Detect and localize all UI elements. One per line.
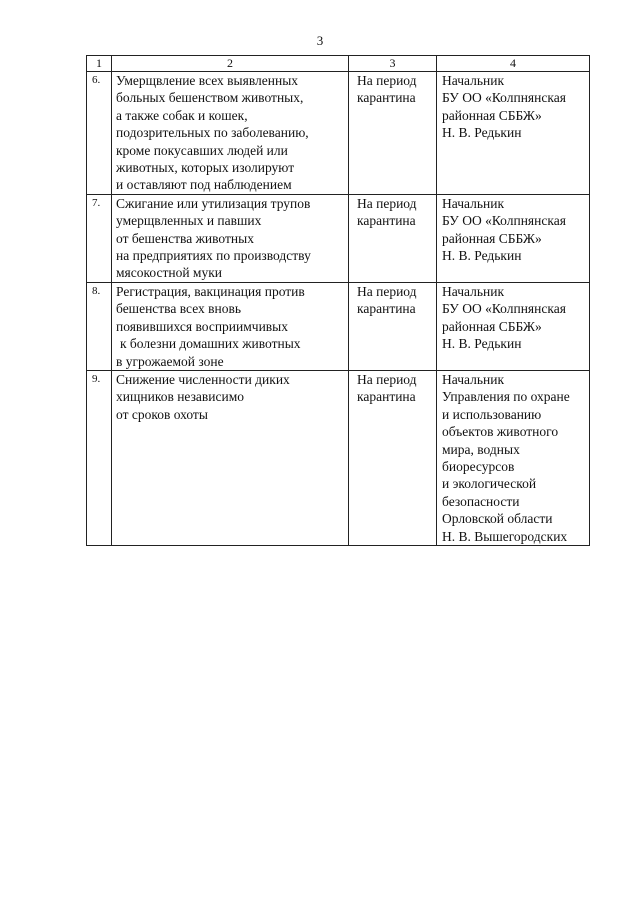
responsible-line: безопасности	[442, 493, 520, 509]
responsible-line: Управления по охране	[442, 389, 570, 405]
responsible-line: Орловской области	[442, 511, 553, 527]
period-line: карантина	[357, 213, 416, 229]
period-cell	[349, 282, 437, 370]
row-number: 7.	[87, 194, 112, 282]
measure-cell	[112, 72, 349, 195]
responsible-line: БУ ОО «Колпнянская	[442, 90, 566, 106]
measure-line: от бешенства животных	[116, 230, 254, 246]
responsible-line: Н. В. Редькин	[442, 336, 522, 352]
measure-line: Снижение численности диких	[116, 371, 290, 387]
column-header: 3	[349, 56, 437, 72]
measure-cell	[112, 194, 349, 282]
responsible-line: Н. В. Редькин	[442, 125, 522, 141]
measures-table	[86, 55, 590, 546]
responsible-line: Н. В. Вышегородских	[442, 528, 568, 544]
responsible-line: Начальник	[442, 283, 505, 299]
measure-line: больных бешенством животных,	[116, 90, 304, 106]
period-line: На период	[357, 283, 417, 299]
measure-line: и оставляют под наблюдением	[116, 177, 292, 193]
responsible-cell	[437, 194, 590, 282]
responsible-line: и использованию	[442, 406, 542, 422]
measure-line: подозрительных по заболеванию,	[116, 125, 309, 141]
measure-line: бешенства всех вновь	[116, 301, 242, 317]
measure-line: мясокостной муки	[116, 265, 222, 281]
responsible-line: районная СББЖ»	[442, 230, 542, 246]
measure-line: на предприятиях по производству	[116, 248, 311, 264]
responsible-line: мира, водных	[442, 441, 520, 457]
responsible-line: БУ ОО «Колпнянская	[442, 213, 566, 229]
page-number: 3	[316, 33, 324, 48]
measure-line: хищников независимо	[116, 389, 245, 405]
measure-cell	[112, 370, 349, 545]
row-number: 8.	[87, 282, 112, 370]
measure-cell	[112, 282, 349, 370]
period-line: На период	[357, 371, 417, 387]
measure-line: животных, которых изолируют	[116, 160, 295, 176]
responsible-cell	[437, 370, 590, 545]
period-cell	[349, 370, 437, 545]
table-row	[87, 194, 590, 282]
measure-line: умерщвленных и павших	[116, 213, 262, 229]
period-line: карантина	[357, 301, 416, 317]
measure-line: в угрожаемой зоне	[116, 353, 224, 369]
table-row	[87, 282, 590, 370]
measure-line: Регистрация, вакцинация против	[116, 283, 305, 299]
measure-line: а также собак и кошек,	[116, 107, 248, 123]
responsible-line: объектов животного	[442, 424, 559, 440]
responsible-line: районная СББЖ»	[442, 107, 542, 123]
table-header-row	[87, 56, 590, 72]
measure-line: Сжигание или утилизация трупов	[116, 195, 311, 211]
period-line: На период	[357, 73, 417, 88]
responsible-line: БУ ОО «Колпнянская	[442, 301, 566, 317]
responsible-line: районная СББЖ»	[442, 318, 542, 334]
responsible-cell	[437, 72, 590, 195]
measure-line: появившихся восприимчивых	[116, 318, 288, 334]
period-line: карантина	[357, 90, 416, 106]
column-header: 2	[112, 56, 349, 72]
responsible-line: Начальник	[442, 195, 505, 211]
row-number: 6.	[87, 72, 112, 195]
period-cell	[349, 194, 437, 282]
row-number: 9.	[87, 370, 112, 545]
column-header: 1	[87, 56, 112, 72]
responsible-line: и экологической	[442, 476, 537, 492]
responsible-line: биоресурсов	[442, 458, 515, 474]
measure-line: кроме покусавших людей или	[116, 142, 288, 158]
responsible-line: Н. В. Редькин	[442, 248, 522, 264]
table-row	[87, 72, 590, 195]
responsible-cell	[437, 282, 590, 370]
table-row	[87, 370, 590, 545]
column-header: 4	[437, 56, 590, 72]
responsible-line: Начальник	[442, 73, 505, 88]
measure-line: к болезни домашних животных	[120, 336, 301, 352]
period-line: карантина	[357, 389, 416, 405]
period-cell	[349, 72, 437, 195]
period-line: На период	[357, 195, 417, 211]
responsible-line: Начальник	[442, 371, 505, 387]
measure-line: от сроков охоты	[116, 406, 208, 422]
measure-line: Умерщвление всех выявленных	[116, 73, 299, 88]
